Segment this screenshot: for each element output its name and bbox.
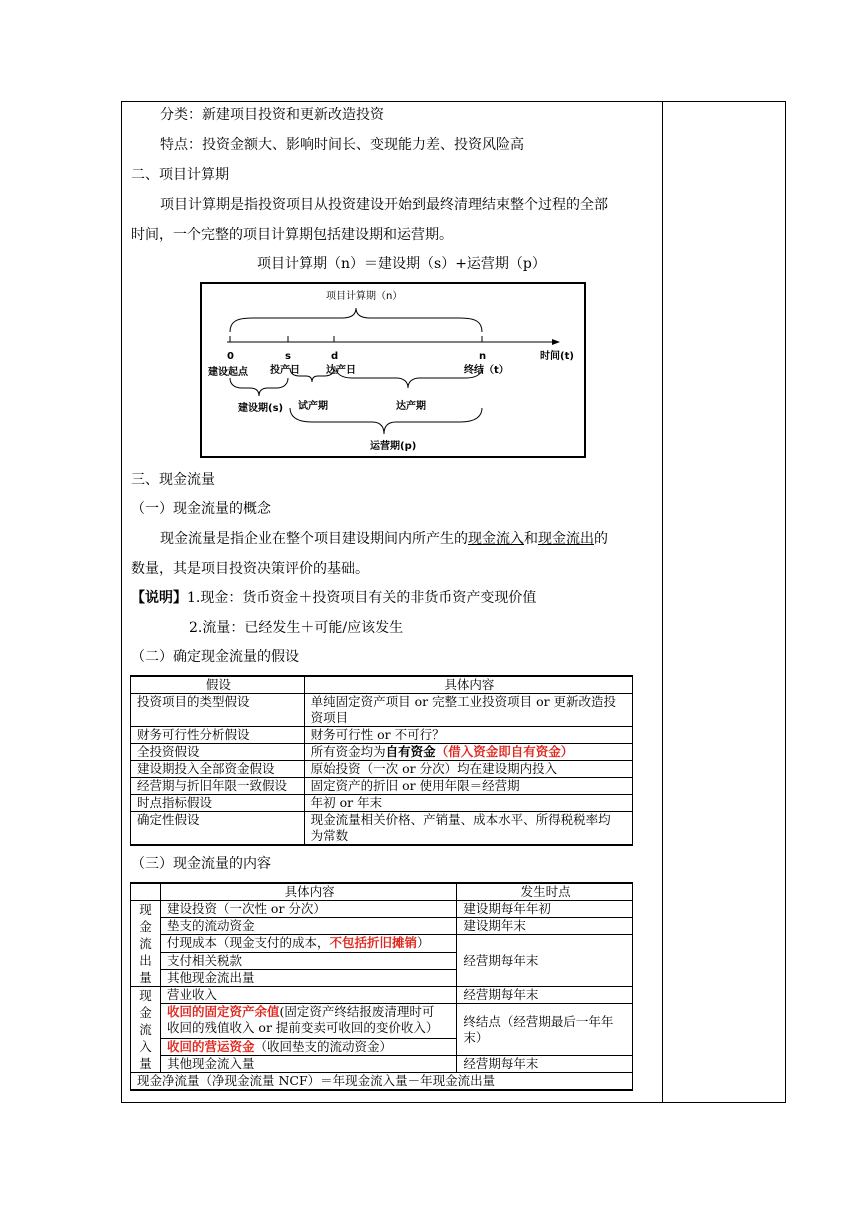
diagram-label-construction: 建设期(s): [238, 403, 284, 414]
table-cell: 支付相关税款: [160, 953, 456, 970]
table-row: [131, 1056, 633, 1073]
diagram-top-label: 项目计算期（n）: [326, 291, 403, 302]
table-cell: 投资项目的类型假设: [131, 694, 305, 727]
diagram-label-trial: 试产期: [298, 401, 328, 412]
header-assumption: 假设: [131, 676, 305, 694]
note-line1: 【说明】1.现金：货币资金＋投资项目有关的非货币资产变现价值: [131, 590, 537, 606]
table-cell: 原始投资（一次 or 分次）均在建设期内投入: [304, 761, 632, 778]
cashflow-para-line1: 现金流量是指企业在整个项目建设期间内所产生的现金流入和现金流出的: [160, 531, 608, 547]
header-content: 具体内容: [304, 676, 632, 694]
table-row: [131, 778, 633, 795]
section3-sub2: （二）确定现金流量的假设: [131, 649, 299, 665]
diagram-label-reach-period: 达产期: [396, 401, 426, 412]
table-row: [131, 935, 633, 953]
diagram-axis-label: 时间(t): [540, 351, 574, 362]
table-cell: 确定性假设: [131, 812, 305, 846]
net-cashflow-formula: 现金净流量（净现金流量 NCF）＝年现金流入量－年现金流出量: [131, 1073, 633, 1091]
diagram-label-production: 投产日: [270, 365, 300, 376]
note-line2: 2.流量：已经发生＋可能/应该发生: [189, 620, 404, 636]
table-row: [131, 795, 633, 812]
table-cell: 建设期每年年初: [457, 901, 633, 918]
header-content: 具体内容: [160, 883, 456, 901]
table-cell: 单纯固定资产项目 or 完整工业投资项目 or 更新改造投 资项目: [304, 694, 632, 727]
assumptions-table: [130, 675, 633, 846]
table-row: [131, 761, 633, 778]
table-cell: 全投资假设: [131, 744, 305, 761]
table-cell: 经营期与折旧年限一致假设: [131, 778, 305, 795]
table-row: [131, 987, 633, 1004]
table-cell: 营业收入: [160, 987, 456, 1004]
section2-heading: 二、项目计算期: [131, 167, 229, 183]
table-row: [131, 812, 633, 846]
table-row: [131, 901, 633, 918]
table-cell: 年初 or 年末: [304, 795, 632, 812]
table-footer-row: [131, 1073, 633, 1091]
table-row: [131, 744, 633, 761]
table-cell: 所有资金均为自有资金（借入资金即自有资金）: [304, 744, 632, 761]
table-row: [131, 918, 633, 935]
table-cell: 收回的固定资产余值(固定资产终结报废清理时可 收回的残值收入 or 提前变卖可收回的变价收入）: [160, 1004, 456, 1039]
table-cell: 收回的营运资金（收回垫支的流动资金）: [160, 1039, 456, 1056]
table-row: [131, 727, 633, 744]
table-cell: 终结点（经营期最后一年年 末）: [457, 1004, 633, 1056]
section3-heading: 三、现金流量: [131, 472, 215, 488]
inflow-label: 现 金 流 入 量: [131, 987, 161, 1073]
table-cell: 财务可行性 or 不可行？: [304, 727, 632, 744]
table-cell: 建设期投入全部资金假设: [131, 761, 305, 778]
table-cell: 付现成本（现金支付的成本，不包括折旧摊销）: [160, 935, 456, 953]
diagram-label-start: 建设起点: [208, 367, 248, 378]
outflow-label: 现 金 流 出 量: [131, 901, 161, 987]
table-header: [131, 883, 633, 901]
table-cell: 现金流量相关价格、产销量、成本水平、所得税税率均 为常数: [304, 812, 632, 846]
diagram-label-operation: 运营期(p): [370, 441, 417, 452]
section3-sub3: （三）现金流量的内容: [131, 856, 271, 872]
table-row: [131, 694, 633, 727]
formula-text: 项目计算期（n）＝建设期（s）+运营期（p）: [257, 256, 546, 272]
diagram-point-d: d: [331, 351, 339, 362]
section2-para-line2: 时间，一个完整的项目计算期包括建设期和运营期。: [131, 227, 453, 243]
cashflow-contents-table: [130, 882, 633, 1091]
table-row: [131, 1004, 633, 1039]
table-cell: 建设投资（一次性 or 分次）: [160, 901, 456, 918]
table-cell: 固定资产的折旧 or 使用年限＝经营期: [304, 778, 632, 795]
diagram-label-reach: 达产日: [326, 365, 356, 376]
table-cell: 财务可行性分析假设: [131, 727, 305, 744]
diagram-point-n: n: [479, 351, 487, 362]
project-period-diagram: [200, 282, 586, 458]
cashflow-para-line2: 数量，其是项目投资决策评价的基础。: [131, 561, 369, 577]
header-time: 发生时点: [457, 883, 633, 901]
section2-para-line1: 项目计算期是指投资项目从投资建设开始到最终清理结束整个过程的全部: [160, 197, 608, 213]
diagram-point-0: 0: [227, 351, 234, 362]
table-header: [131, 676, 633, 694]
column-divider: [662, 101, 663, 1103]
header-blank: [131, 883, 161, 901]
diagram-point-s: s: [285, 351, 291, 362]
table-cell: 时点指标假设: [131, 795, 305, 812]
table-cell: 经营期每年末: [457, 987, 633, 1004]
table-cell: 建设期年末: [457, 918, 633, 935]
table-cell: 垫支的流动资金: [160, 918, 456, 935]
classification-text: 分类：新建项目投资和更新改造投资: [160, 107, 384, 123]
table-cell: 经营期每年末: [457, 1056, 633, 1073]
diagram-label-end: 终结（t）: [464, 365, 509, 376]
table-cell: 其他现金流出量: [160, 970, 456, 987]
table-cell: 经营期每年末: [457, 935, 633, 987]
features-text: 特点：投资金额大、影响时间长、变现能力差、投资风险高: [160, 137, 524, 153]
section3-sub1: （一）现金流量的概念: [131, 501, 271, 517]
table-cell: 其他现金流入量: [160, 1056, 456, 1073]
